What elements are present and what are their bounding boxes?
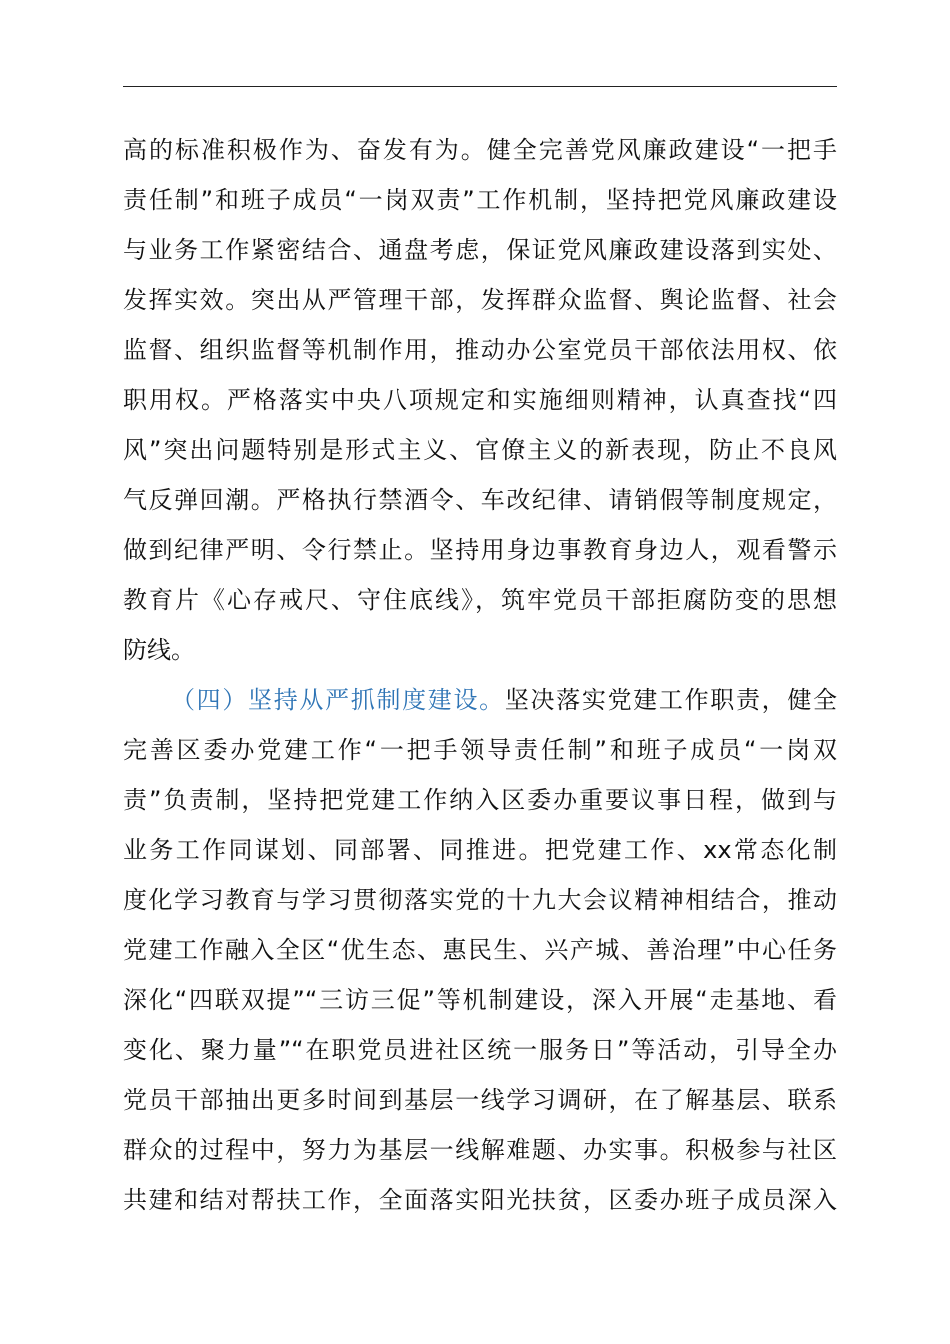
text-line: 党员干部抽出更多时间到基层一线学习调研，在了解基层、联系 <box>123 1086 837 1114</box>
heading-line-text: 坚决落实党建工作职责，健全 <box>504 686 838 714</box>
text-line: 群众的过程中，努力为基层一线解难题、办实事。积极参与社区 <box>123 1136 837 1164</box>
text-line: 共建和结对帮扶工作，全面落实阳光扶贫，区委办班子成员深入 <box>123 1186 837 1214</box>
text-line: 发挥实效。突出从严管理干部，发挥群众监督、舆论监督、社会 <box>123 286 837 314</box>
text-line: 变化、聚力量”“在职党员进社区统一服务日”等活动，引导全办 <box>123 1036 837 1064</box>
text-line: 教育片《心存戒尺、守住底线》，筑牢党员干部拒腐防变的思想 <box>123 586 837 614</box>
header-rule <box>123 86 837 87</box>
text-line: 监督、组织监督等机制作用，推动办公室党员干部依法用权、依 <box>123 336 837 364</box>
text-line: 深化“四联双提”“三访三促”等机制建设，深入开展“走基地、看 <box>123 986 837 1014</box>
text-line: 与业务工作紧密结合、通盘考虑，保证党风廉政建设落到实处、 <box>123 236 837 264</box>
text-line: 党建工作融入全区“优生态、惠民生、兴产城、善治理”中心任务 <box>123 936 837 964</box>
text-line: 责”负责制，坚持把党建工作纳入区委办重要议事日程，做到与 <box>123 786 837 814</box>
text-line: 完善区委办党建工作“一把手领导责任制”和班子成员“一岗双 <box>123 736 837 764</box>
text-line: 职用权。严格落实中央八项规定和实施细则精神，认真查找“四 <box>123 386 837 414</box>
text-line: 高的标准积极作为、奋发有为。健全完善党风廉政建设“一把手 <box>123 136 837 164</box>
text-line: 风”突出问题特别是形式主义、官僚主义的新表现，防止不良风 <box>123 436 837 464</box>
text-line: 业务工作同谋划、同部署、同推进。把党建工作、xx常态化制 <box>123 836 837 864</box>
text-line: 防线。 <box>123 636 195 664</box>
section-heading: （四）坚持从严抓制度建设。 <box>171 686 505 714</box>
text-line: 度化学习教育与学习贯彻落实党的十九大会议精神相结合，推动 <box>123 886 837 914</box>
text-line: 责任制”和班子成员“一岗双责”工作机制，坚持把党风廉政建设 <box>123 186 837 214</box>
text-line: 做到纪律严明、令行禁止。坚持用身边事教育身边人，观看警示 <box>123 536 837 564</box>
section-heading-line <box>171 683 837 717</box>
text-line: 气反弹回潮。严格执行禁酒令、车改纪律、请销假等制度规定， <box>123 486 837 514</box>
